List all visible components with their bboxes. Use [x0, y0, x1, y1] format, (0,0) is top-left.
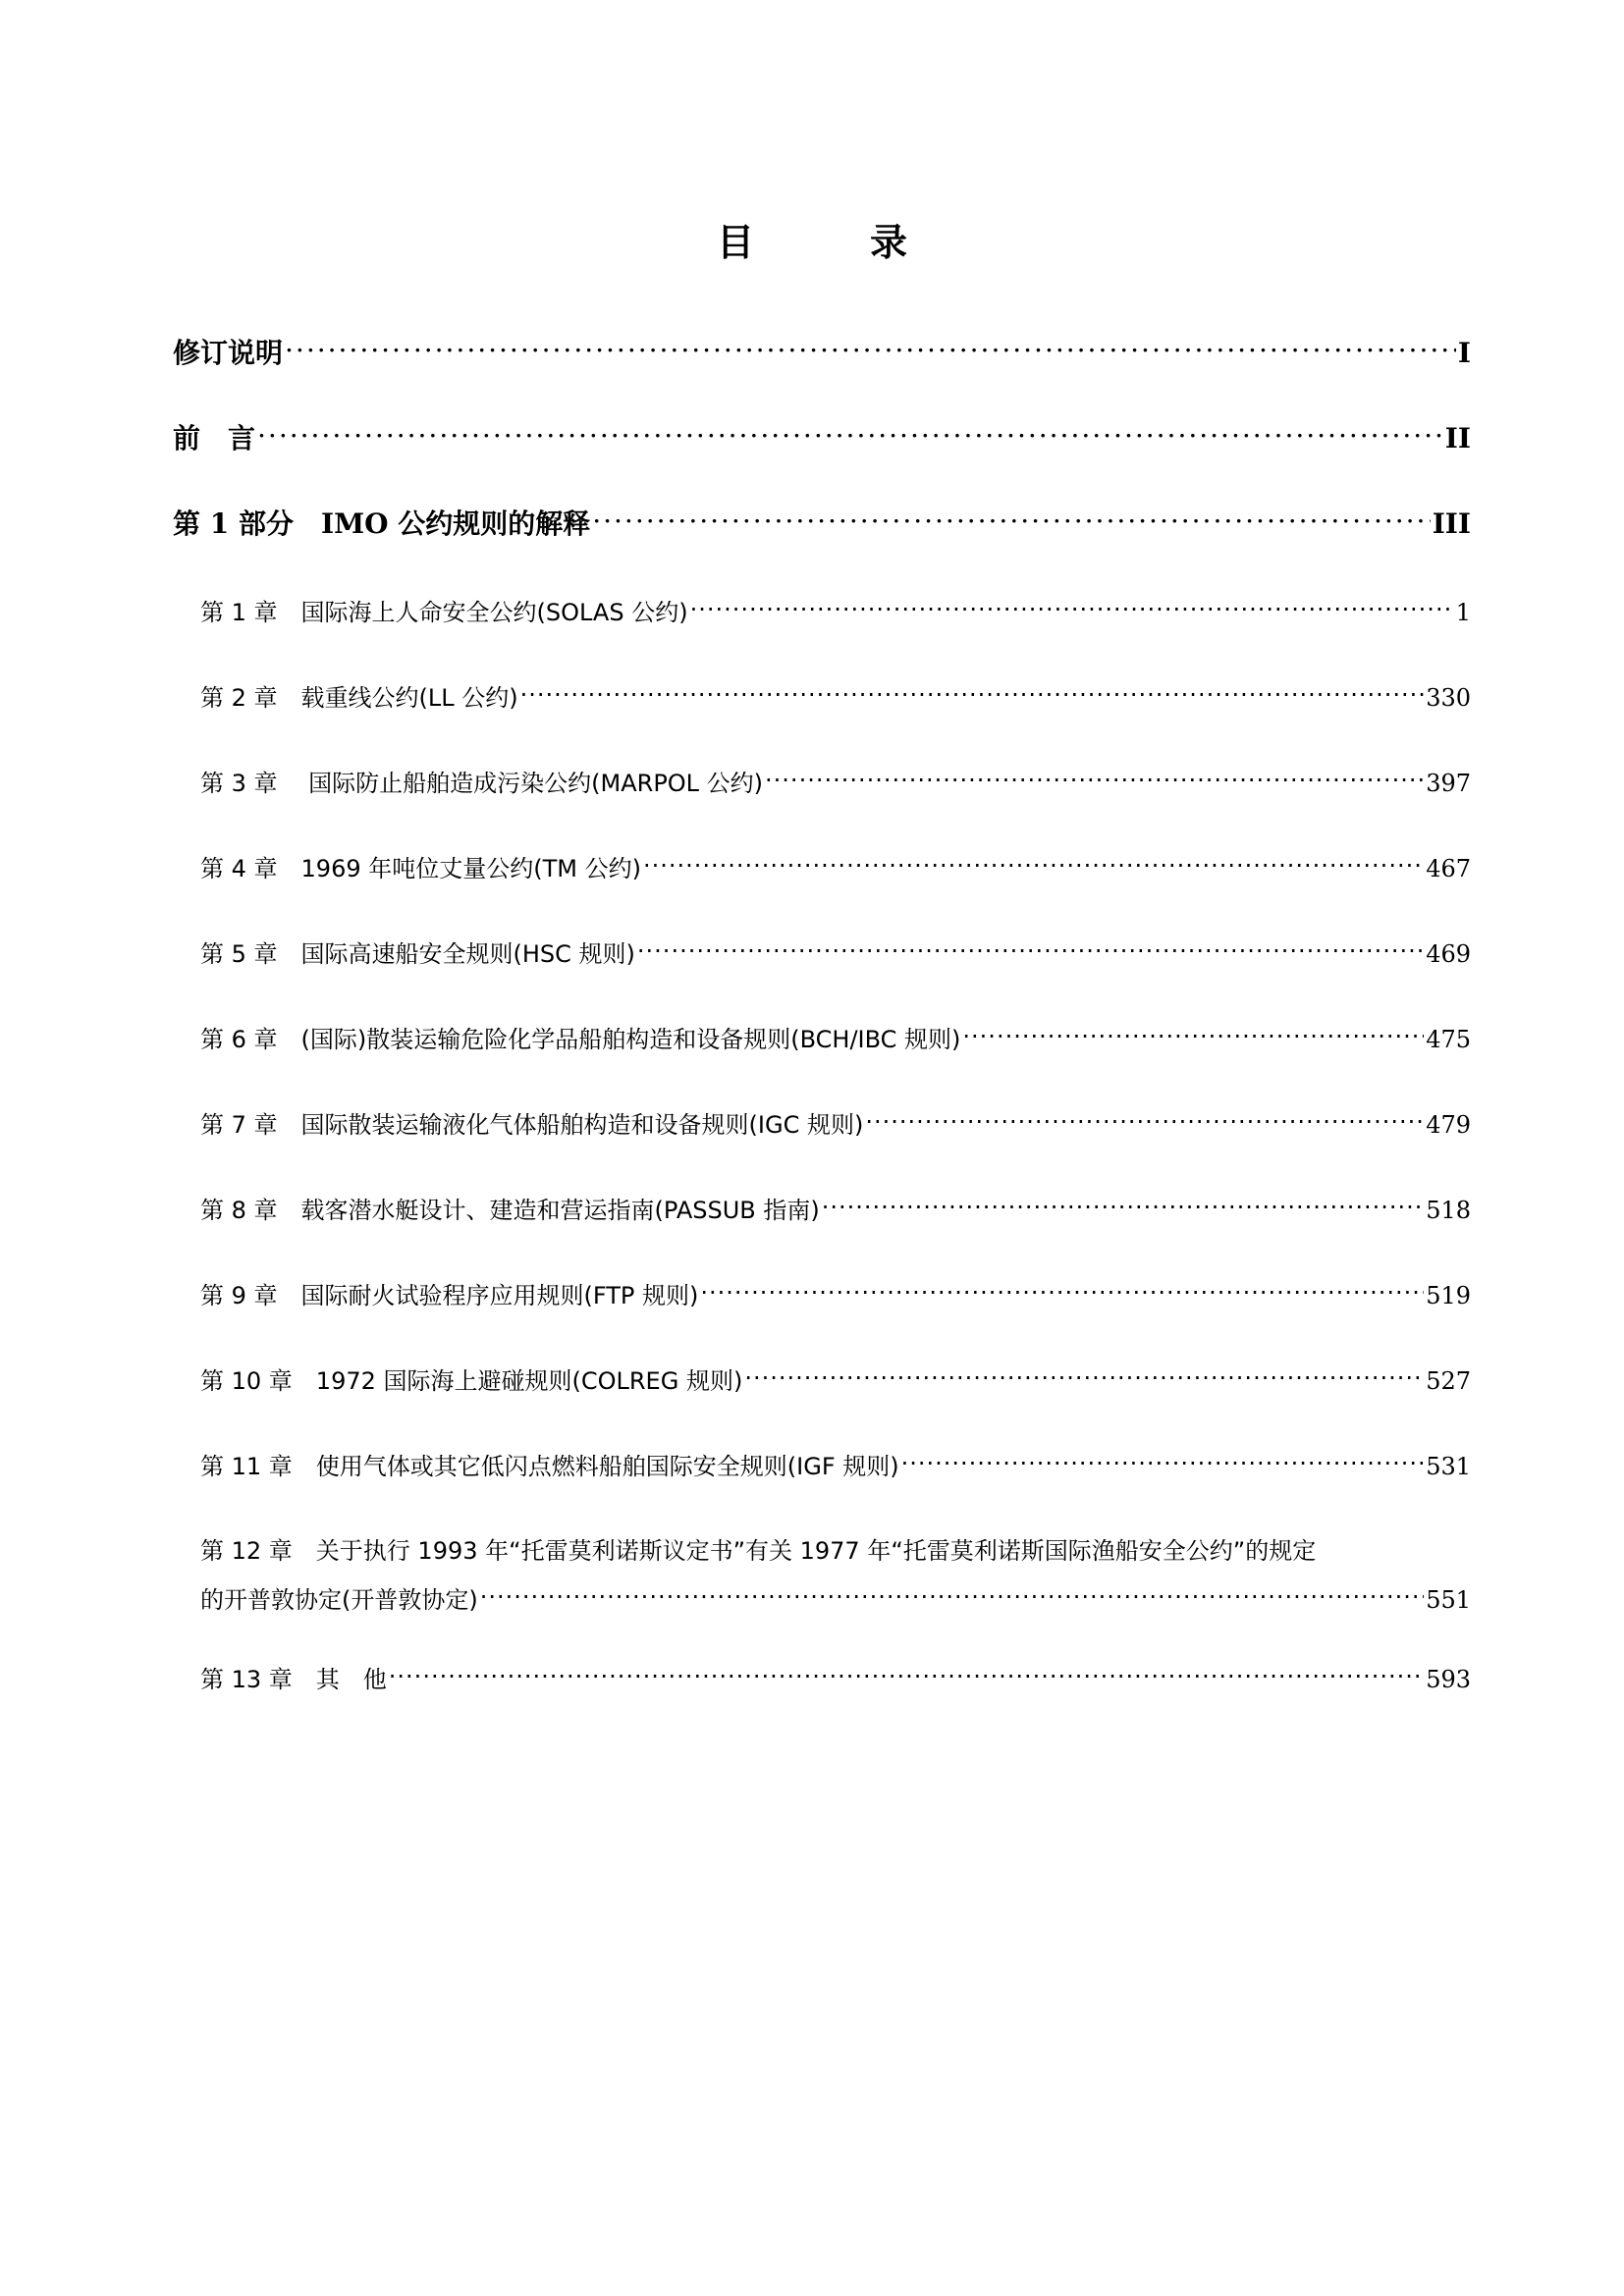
toc-page-number: 527	[1426, 1367, 1471, 1395]
dot-leader	[901, 1451, 1425, 1474]
toc-page-number: 518	[1426, 1197, 1471, 1224]
toc-page-number: II	[1444, 422, 1471, 454]
toc-entry-label: 第 9 章 国际耐火试验程序应用规则(FTP 规则)	[200, 1282, 699, 1309]
toc-entry-label: 第 4 章 1969 年吨位丈量公约(TM 公约)	[200, 855, 641, 882]
toc-page-number: 479	[1426, 1111, 1471, 1139]
toc-page-number: 467	[1426, 855, 1471, 882]
dot-leader	[637, 938, 1424, 962]
toc-entry-label: 第 10 章 1972 国际海上避碰规则(COLREG 规则)	[200, 1367, 743, 1395]
dot-leader	[480, 1584, 1424, 1608]
toc-entry-label-cont: 的开普敦协定(开普敦协定)	[200, 1586, 478, 1614]
toc-entry-chapter-6[interactable]	[200, 1022, 1471, 1057]
toc-entry-chapter-8[interactable]	[200, 1193, 1471, 1228]
toc-entry-chapter-11[interactable]	[200, 1449, 1471, 1484]
toc-entry-label: 第 2 章 载重线公约(LL 公约)	[200, 684, 518, 712]
toc-page-number: III	[1432, 507, 1471, 540]
toc-entry-label: 前 言	[173, 422, 256, 454]
toc-page-number: 531	[1426, 1453, 1471, 1480]
dot-leader	[592, 506, 1430, 533]
toc-page-number: 330	[1426, 684, 1471, 712]
toc-entry-preface[interactable]	[173, 419, 1471, 458]
dot-leader	[520, 682, 1425, 706]
toc-page-number: 1	[1455, 599, 1471, 626]
toc-page-number: 397	[1426, 770, 1471, 797]
toc-entry-chapter-7[interactable]	[200, 1107, 1471, 1143]
toc-page-number: 469	[1426, 940, 1471, 968]
dot-leader	[257, 420, 1443, 448]
dot-leader	[285, 335, 1456, 362]
toc-entry-label: 第 1 部分 IMO 公约规则的解释	[173, 507, 591, 540]
toc-entry-chapter-4[interactable]	[200, 851, 1471, 886]
toc-page-number: 551	[1426, 1586, 1471, 1614]
toc-page-number: 475	[1426, 1026, 1471, 1053]
dot-leader	[744, 1365, 1424, 1389]
toc-entry-chapter-10[interactable]	[200, 1363, 1471, 1399]
toc-entry-chapter-12[interactable]	[200, 1533, 1471, 1618]
toc-entry-revision-notes[interactable]	[173, 334, 1471, 373]
toc-entry-chapter-3[interactable]	[200, 766, 1471, 801]
dot-leader	[765, 768, 1424, 791]
toc-entry-label: 修订说明	[173, 337, 284, 369]
dot-leader	[865, 1109, 1424, 1133]
dot-leader	[643, 853, 1424, 877]
toc-entry-chapter-2[interactable]	[200, 680, 1471, 716]
toc-entry-chapter-13[interactable]	[200, 1662, 1471, 1697]
page-title: 目 录	[716, 221, 947, 264]
dot-leader	[700, 1280, 1424, 1304]
dot-leader	[389, 1664, 1424, 1687]
dot-leader	[822, 1195, 1424, 1218]
dot-leader	[690, 597, 1454, 620]
dot-leader	[962, 1024, 1424, 1047]
toc-entry-part-1[interactable]	[173, 505, 1471, 544]
toc-entry-label: 第 11 章 使用气体或其它低闪点燃料船舶国际安全规则(IGF 规则)	[200, 1453, 899, 1480]
toc-entry-continuation	[200, 1582, 1471, 1618]
toc-page-number: 593	[1426, 1666, 1471, 1693]
toc-entry-label: 第 8 章 载客潜水艇设计、建造和营运指南(PASSUB 指南)	[200, 1197, 820, 1224]
toc-entry-chapter-5[interactable]	[200, 936, 1471, 972]
toc-entry-chapter-9[interactable]	[200, 1278, 1471, 1313]
toc-entry-label: 第 12 章 关于执行 1993 年“托雷莫利诺斯议定书”有关 1977 年“托雷莫利诺斯国际渔船安全公约”的规定	[200, 1537, 1317, 1565]
toc-page-number: I	[1457, 337, 1471, 369]
toc-entry-label: 第 13 章 其 他	[200, 1666, 387, 1693]
toc-entry-label: 第 6 章 (国际)散装运输危险化学品船舶构造和设备规则(BCH/IBC 规则)	[200, 1026, 961, 1053]
toc-entry-label: 第 1 章 国际海上人命安全公约(SOLAS 公约)	[200, 599, 688, 626]
toc-page-number: 519	[1426, 1282, 1471, 1309]
toc-entry-chapter-1[interactable]	[200, 595, 1471, 630]
toc-entry-label: 第 3 章 国际防止船舶造成污染公约(MARPOL 公约)	[200, 770, 764, 797]
toc-entry-label: 第 7 章 国际散装运输液化气体船舶构造和设备规则(IGC 规则)	[200, 1111, 864, 1139]
toc-entry-label: 第 5 章 国际高速船安全规则(HSC 规则)	[200, 940, 635, 968]
